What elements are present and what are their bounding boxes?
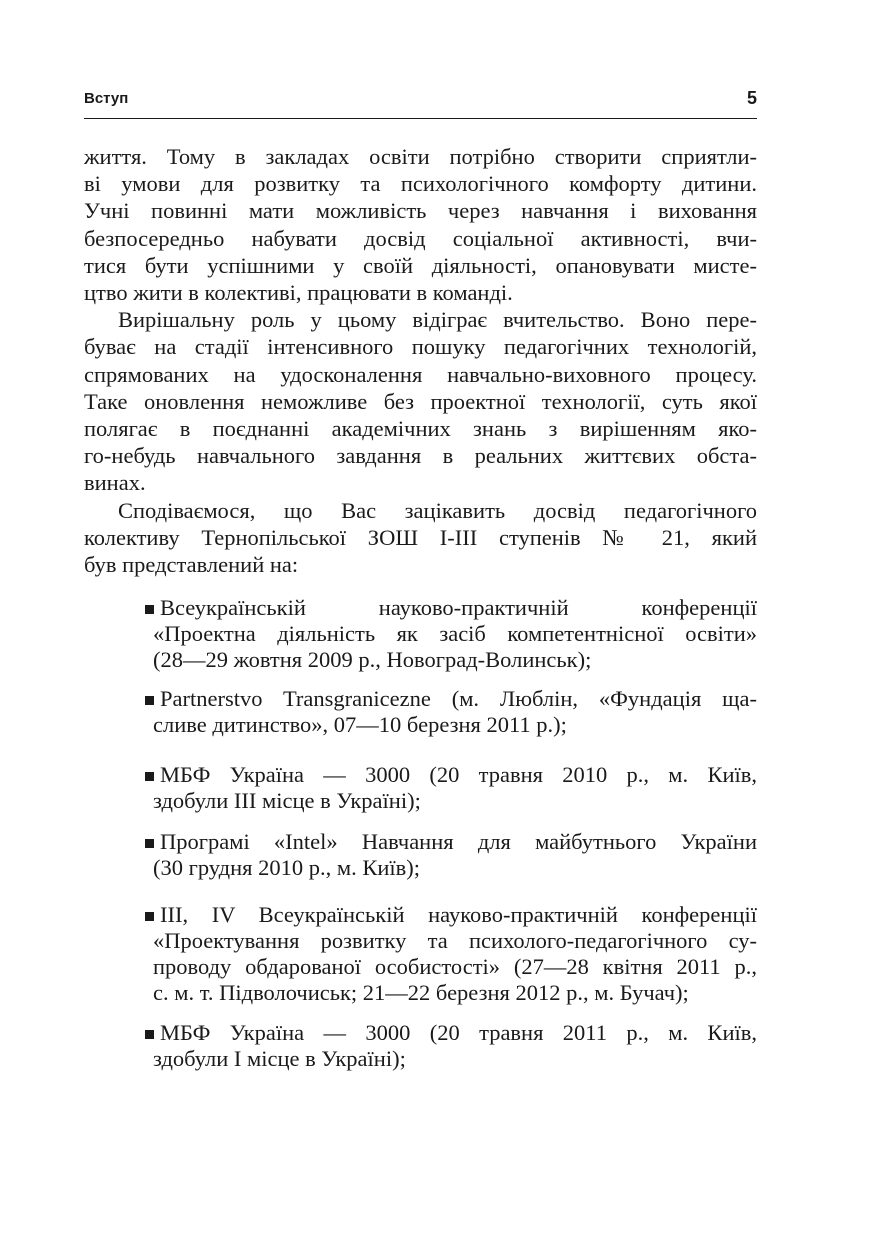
list-item-line: здобули І місце в Україні); (153, 1046, 406, 1071)
list-item (145, 1020, 757, 1072)
paragraph (84, 306, 757, 496)
text-line: цтво жити в колективі, працювати в команді. (84, 280, 513, 306)
square-bullet-icon (145, 839, 154, 848)
list-item-line: МБФ Україна — 3000 (20 травня 2010 р., м. Київ, (160, 762, 757, 787)
list-item-line: проводу обдарованої особистості» (27—28 квітня 2011 р., (153, 954, 757, 979)
body-text (84, 143, 757, 578)
text-line: го-небудь навчального завдання в реальних життєвих обста- (84, 443, 757, 469)
square-bullet-icon (145, 696, 154, 705)
list-item (145, 902, 757, 1006)
paragraph (84, 143, 757, 306)
page-header (84, 88, 757, 119)
list-item-line: здобули ІІІ місце в Україні); (153, 788, 421, 813)
text-line: безпосередньо набувати досвід соціальної активності, вчи- (84, 225, 757, 251)
list-item-line: Програмі «Intel» Навчання для майбутнього України (160, 829, 757, 854)
text-line: Таке оновлення неможливе без проектної технології, суть якої (84, 388, 757, 414)
text-line: був представлений на: (84, 552, 299, 578)
text-line: полягає в поєднанні академічних знань з вирішенням яко- (84, 416, 757, 442)
list-item (145, 595, 757, 673)
list-item (145, 762, 757, 814)
list-item (145, 829, 757, 881)
text-line: Сподіваємося, що Вас зацікавить досвід педагогічного (118, 497, 757, 523)
square-bullet-icon (145, 1030, 154, 1039)
text-line: колективу Тернопільської ЗОШ І-ІІІ ступенів № 21, який (84, 524, 757, 550)
text-line: винах. (84, 470, 146, 496)
list-item-line: Partnerstvo Transgranicezne (м. Люблін, «Фундація ща- (160, 686, 757, 711)
list-item-line: (30 грудня 2010 р., м. Київ); (153, 855, 421, 880)
list-item-line: МБФ Україна — 3000 (20 травня 2011 р., м. Київ, (160, 1020, 757, 1045)
list-item-line: (28—29 жовтня 2009 р., Новоград-Волинськ); (153, 647, 592, 672)
text-line: Вирішальну роль у цьому відіграє вчительство. Воно пере- (118, 307, 757, 333)
list-item-line: Всеукраїнській науково-практичній конференції (160, 595, 757, 620)
text-line: тися бути успішними у своїй діяльності, опановувати мисте- (84, 252, 757, 278)
list-item-line: ІІІ, IV Всеукраїнській науково-практичній конференції (160, 902, 757, 927)
list-item-line: «Проектування розвитку та психолого-педагогічного су- (153, 928, 757, 953)
list-item-line: сливе дитинство», 07—10 березня 2011 р.); (153, 712, 567, 737)
square-bullet-icon (145, 605, 154, 614)
list-item-line: с. м. т. Підволочиськ; 21—22 березня 2012 р., м. Бучач); (153, 980, 689, 1005)
list-item-line: «Проектна діяльність як засіб компетентнісної освіти» (153, 621, 757, 646)
paragraph (84, 497, 757, 579)
square-bullet-icon (145, 772, 154, 781)
text-line: ві умови для розвитку та психологічного комфорту дитини. (84, 171, 757, 197)
square-bullet-icon (145, 912, 154, 921)
text-line: Учні повинні мати можливість через навчання і виховання (84, 198, 757, 224)
text-line: буває на стадії інтенсивного пошуку педагогічних технологій, (84, 334, 757, 360)
section-title: Вступ (84, 90, 129, 107)
text-line: життя. Тому в закладах освіти потрібно створити сприятли- (84, 144, 757, 169)
page-number: 5 (746, 88, 757, 108)
list-item (145, 686, 757, 738)
text-line: спрямованих на удосконалення навчально-виховного процесу. (84, 361, 757, 387)
